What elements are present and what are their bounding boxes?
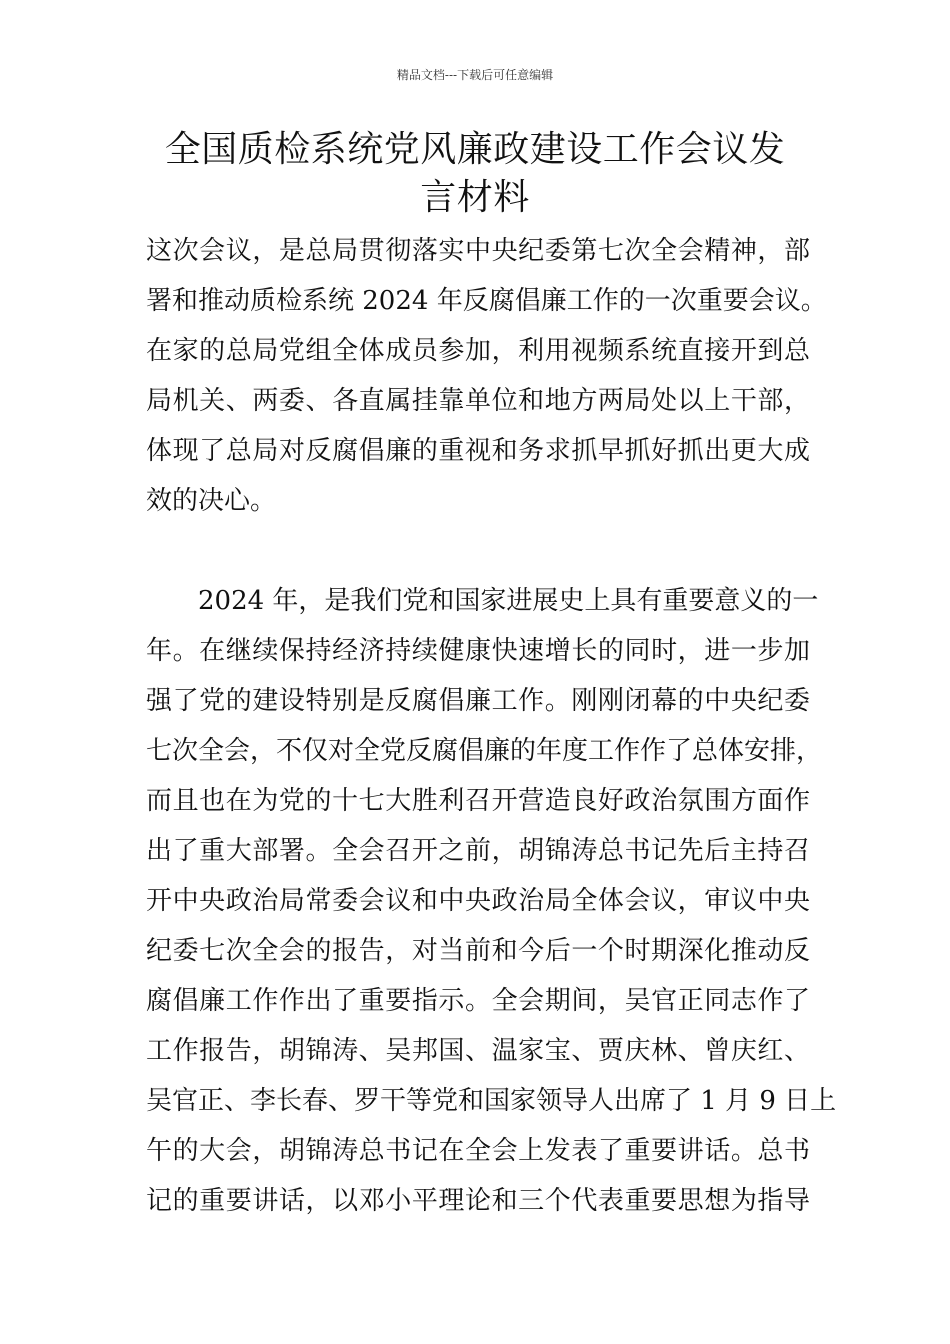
- text-line: 午的大会，胡锦涛总书记在全会上发表了重要讲话。总书: [146, 1136, 810, 1166]
- document-title: [140, 126, 810, 222]
- text-line: 年。在继续保持经济持续健康快速增长的同时，进一步加: [146, 636, 810, 666]
- text-line: 2024 年，是我们党和国家进展史上具有重要意义的一: [146, 586, 819, 616]
- text-line: 署和推动质检系统 2024 年反腐倡廉工作的一次重要会议。: [146, 286, 827, 316]
- text-line: 局机关、两委、各直属挂靠单位和地方两局处以上干部，: [146, 386, 810, 416]
- text-line: 七次全会，不仅对全党反腐倡廉的年度工作作了总体安排，: [146, 736, 823, 766]
- title-line-1: 全国质检系统党风廉政建设工作会议发: [164, 129, 786, 170]
- text-line: 工作报告，胡锦涛、吴邦国、温家宝、贾庆林、曾庆红、: [146, 1036, 810, 1066]
- page-header: 精品文档---下载后可任意编辑: [396, 68, 554, 82]
- paragraph-1: [146, 226, 827, 526]
- text-line: 在家的总局党组全体成员参加，利用视频系统直接开到总: [146, 336, 810, 366]
- text-line: 出了重大部署。全会召开之前，胡锦涛总书记先后主持召: [146, 836, 810, 866]
- text-line: 纪委七次全会的报告，对当前和今后一个时期深化推动反: [146, 936, 810, 966]
- paragraph-2: [146, 576, 837, 1226]
- text-line: 而且也在为党的十七大胜利召开营造良好政治氛围方面作: [146, 786, 810, 816]
- text-line: 强了党的建设特别是反腐倡廉工作。刚刚闭幕的中央纪委: [146, 686, 810, 716]
- text-line: 效的决心。: [146, 486, 277, 516]
- text-line: 腐倡廉工作作出了重要指示。全会期间，吴官正同志作了: [146, 986, 810, 1016]
- text-line: 吴官正、李长春、罗干等党和国家领导人出席了 1 月 9 日上: [146, 1086, 837, 1116]
- text-line: 开中央政治局常委会议和中央政治局全体会议，审议中央: [146, 886, 810, 916]
- title-line-2: 言材料: [420, 177, 530, 218]
- text-line: 记的重要讲话，以邓小平理论和三个代表重要思想为指导: [146, 1186, 810, 1216]
- text-line: 这次会议，是总局贯彻落实中央纪委第七次全会精神，部: [146, 236, 810, 266]
- text-line: 体现了总局对反腐倡廉的重视和务求抓早抓好抓出更大成: [146, 436, 810, 466]
